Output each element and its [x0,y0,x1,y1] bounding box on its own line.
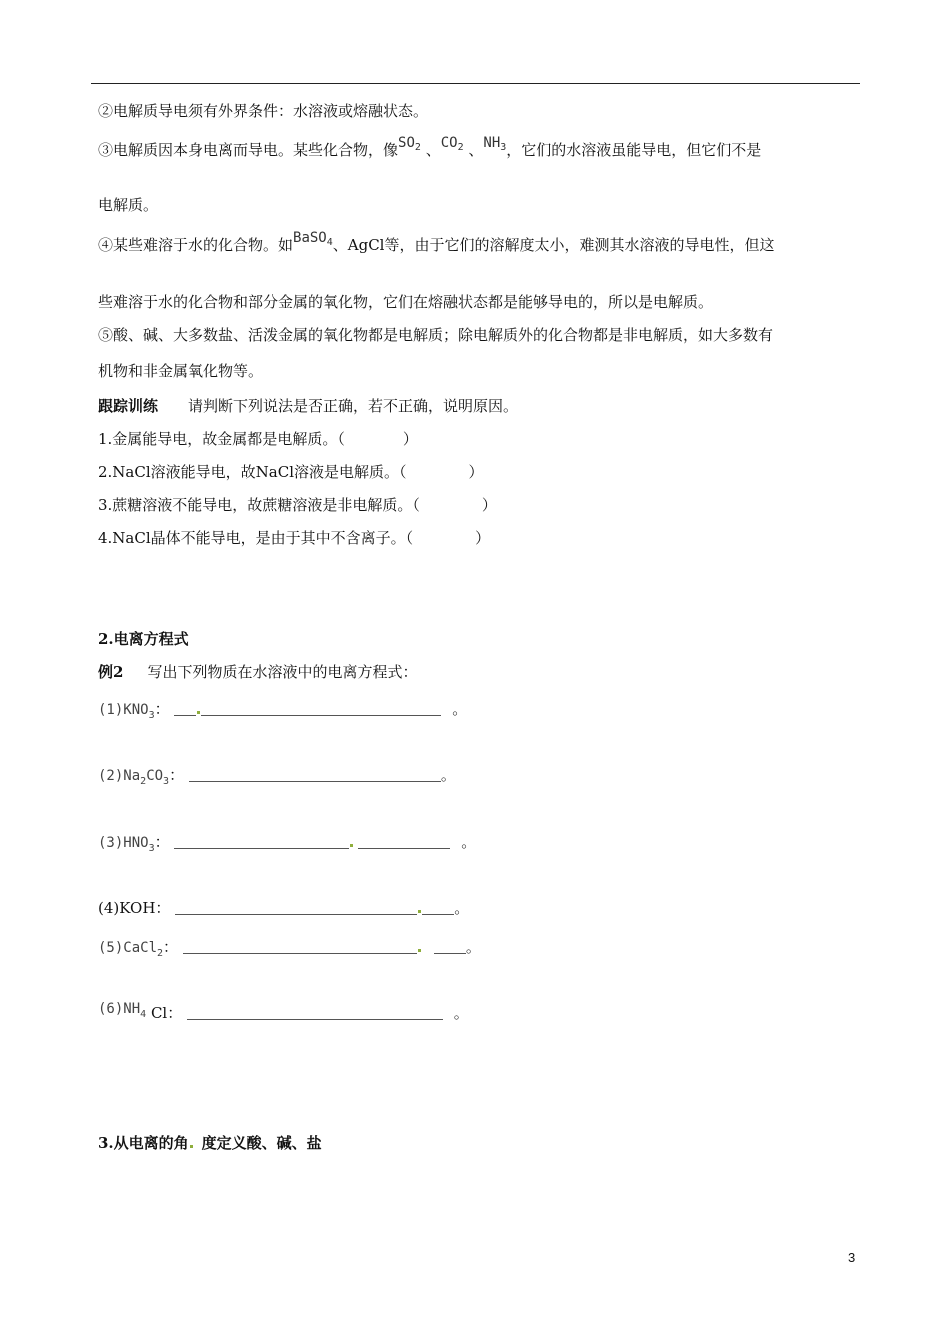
example-2 [98,662,417,682]
note-4-cont: 些难溶于水的化合物和部分金属的氧化物，它们在熔融状态都是能够导电的，所以是电解质。 [98,293,714,311]
equation-4: (4)KOH： 。 [98,899,470,917]
equation-1: $(1)KNO_3$： 。 [98,700,468,721]
practice-item-2: 2.NaCl溶液能导电，故NaCl溶液是电解质。（ ） [98,463,484,481]
header-rule [91,83,860,84]
formula-baso4: BaSO$_4$ [293,230,333,248]
practice-item-1: 1.金属能导电，故金属都是电解质。（ ） [98,430,418,448]
note-2: ②电解质导电须有外界条件：水溶液或熔融状态。 [98,102,429,120]
answer-blank[interactable] [434,939,466,954]
note-5: ⑤酸、碱、大多数盐、活泼金属的氧化物都是电解质；除电解质外的化合物都是非电解质，如大多数有 [98,326,774,344]
answer-blank[interactable] [187,1005,443,1020]
practice-title: 跟踪训练 [98,397,159,415]
formula-so2: $SO_2$ [398,135,421,153]
answer-blank[interactable] [189,767,441,782]
answer-blank[interactable] [174,834,349,849]
equation-3: $(3)HNO_3$： 。 [98,833,477,854]
note-5-cont: 机物和非金属氧化物等。 [98,362,264,380]
example-label: 例2 [98,663,124,681]
practice-item-4: 4.NaCl晶体不能导电，是由于其中不含离子。（ ） [98,529,491,547]
page-number: 3 [848,1250,856,1265]
answer-blank[interactable] [422,900,454,915]
answer-blank[interactable] [358,834,450,849]
equation-6: $(6)NH_4$ Cl： 。 [98,1001,469,1022]
practice-heading [98,396,518,416]
note-4: ④某些难溶于水的化合物。如BaSO$_4$、AgCl等，由于它们的溶解度太小，难测其水溶液的导电性，但这 [98,230,775,254]
section2-title: 2.电离方程式 [98,630,189,648]
equation-2: $(2)Na_2CO_3$： 。 [98,766,456,787]
note-3: ③电解质因本身电离而导电。某些化合物，像$SO_2$ 、$CO_2$ 、$NH_3$，它们的水溶液虽能导电，但它们不是 [98,135,762,159]
formula-nh3: $NH_3$ [483,135,507,153]
section3-title: 3.从电离的角 度定义酸、碱、盐 [98,1134,322,1152]
answer-blank[interactable] [175,900,417,915]
practice-instruction: 请判断下列说法是否正确，若不正确，说明原因。 [188,397,519,415]
equation-5: (5)CaCl$_2$： 。 [98,938,481,959]
practice-item-3: 3.蔗糖溶液不能导电，故蔗糖溶液是非电解质。（ ） [98,496,497,514]
note-3-cont: 电解质。 [98,196,159,214]
answer-blank[interactable] [201,701,441,716]
example-text: 写出下列物质在水溶液中的电离方程式： [147,663,418,681]
answer-blank[interactable] [174,701,196,716]
formula-co2: $CO_2$ [440,135,464,153]
answer-blank[interactable] [183,939,417,954]
